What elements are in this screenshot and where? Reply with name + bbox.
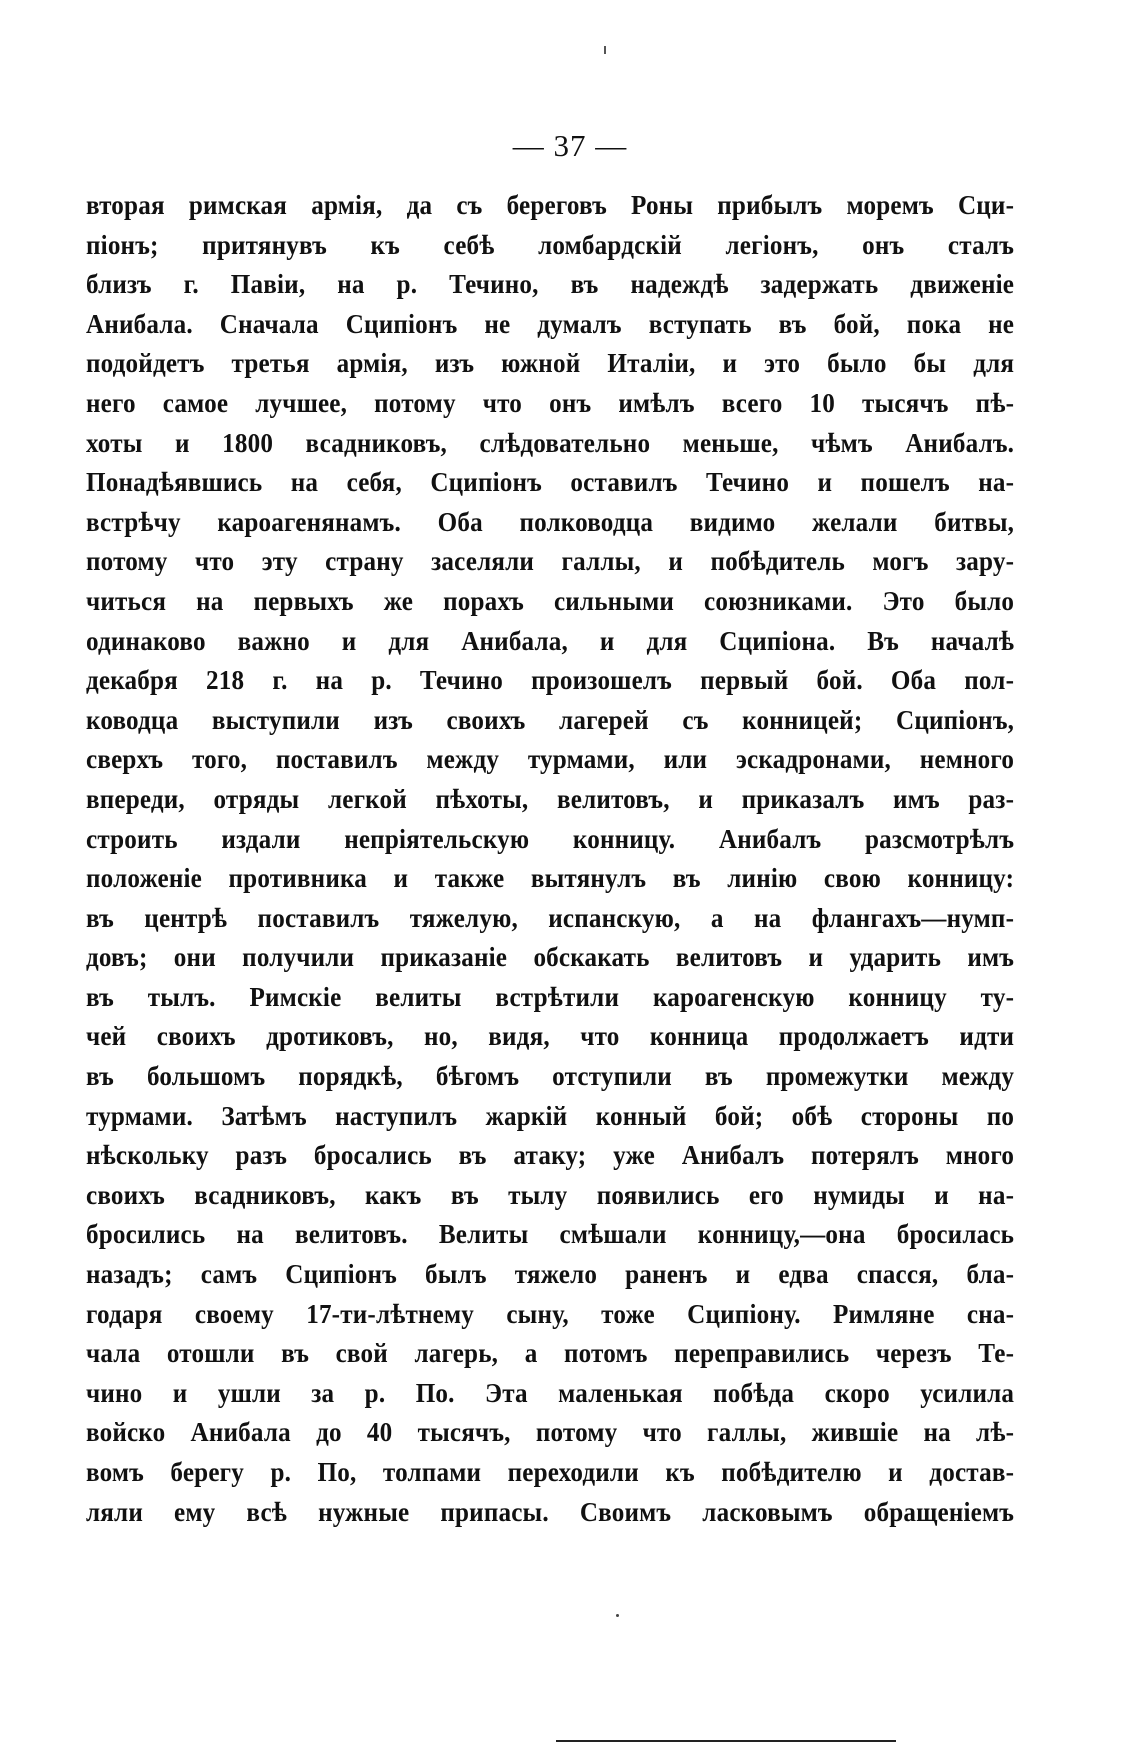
print-dot <box>616 1614 619 1617</box>
text-line: своихъ всадниковъ, какъ въ тылу появились его нумиды и на- <box>86 1179 1015 1210</box>
text-line: вторая римская армія, да съ береговъ Роны прибылъ моремъ Сци- <box>86 190 1015 220</box>
text-line: довъ; они получили приказаніе обскакать велитовъ и ударить имъ <box>86 942 1015 973</box>
page-number: — 37 — <box>512 128 628 163</box>
text-line: читься на первыхъ же порахъ сильными союзниками. Это было <box>86 585 1015 616</box>
text-line: чала отошли въ свой лагерь, а потомъ переправились черезъ Те- <box>86 1338 1015 1369</box>
text-line: близъ г. Павіи, на р. Течино, въ надеждѣ задержать движеніе <box>86 269 1015 300</box>
text-line: хоты и 1800 всадниковъ, слѣдовательно меньше, чѣмъ Анибалъ. <box>86 427 1015 458</box>
text-line: чино и ушли за р. По. Эта маленькая побѣда скоро усилила <box>86 1377 1015 1408</box>
text-line: него самое лучшее, потому что онъ имѣлъ всего 10 тысячъ пѣ- <box>86 387 1015 418</box>
text-line: потому что эту страну заселяли галлы, и побѣдитель могъ зару- <box>86 546 1015 577</box>
text-line: назадъ; самъ Сципіонъ былъ тяжело раненъ и едва спасся, бла- <box>86 1259 1015 1290</box>
text-line: годаря своему 17-ти-лѣтнему сыну, тоже Сципіону. Римляне сна- <box>86 1298 1015 1329</box>
bottom-rule <box>556 1740 896 1742</box>
text-line: бросились на велитовъ. Велиты смѣшали конницу,—она бросилась <box>86 1219 1015 1250</box>
text-line: Понадѣявшись на себя, Сципіонъ оставилъ Течино и пошелъ на- <box>86 467 1015 498</box>
body-text <box>86 186 1014 1532</box>
text-line: въ большомъ порядкѣ, бѣгомъ отступили въ промежутки между <box>86 1061 1015 1092</box>
text-line: турмами. Затѣмъ наступилъ жаркій конный бой; обѣ стороны по <box>86 1100 1015 1131</box>
text-line: строить издали непріятельскую конницу. Анибалъ разсмотрѣлъ <box>86 823 1015 854</box>
text-line: въ центрѣ поставилъ тяжелую, испанскую, а на флангахъ—нумп- <box>86 902 1015 933</box>
text-line: Анибала. Сначала Сципіонъ не думалъ вступать въ бой, пока не <box>86 308 1015 339</box>
text-line: впереди, отряды легкой пѣхоты, велитовъ, и приказалъ имъ раз- <box>86 783 1015 814</box>
text-line: войско Анибала до 40 тысячъ, потому что галлы, жившіе на лѣ- <box>86 1417 1015 1448</box>
print-speck <box>604 46 606 54</box>
text-line: сверхъ того, поставилъ между турмами, или эскадронами, немного <box>86 744 1015 775</box>
text-line: ководца выступили изъ своихъ лагерей съ конницей; Сципіонъ, <box>86 704 1015 735</box>
text-line: встрѣчу кароагенянамъ. Оба полководца видимо желали битвы, <box>86 506 1015 537</box>
text-line: чей своихъ дротиковъ, но, видя, что конница продолжаетъ идти <box>86 1021 1015 1052</box>
text-line: положеніе противника и также вытянулъ въ линію свою конницу: <box>86 863 1015 894</box>
text-line: вомъ берегу р. По, толпами переходили къ побѣдителю и достав- <box>86 1457 1015 1487</box>
text-line: ляли ему всѣ нужные припасы. Своимъ ласковымъ обращеніемъ <box>86 1496 1015 1527</box>
text-line: нѣскольку разъ бросались въ атаку; уже Анибалъ потерялъ много <box>86 1140 1015 1171</box>
text-line: піонъ; притянувъ къ себѣ ломбардскій легіонъ, онъ сталъ <box>86 229 1015 260</box>
text-line: одинаково важно и для Анибала, и для Сципіона. Въ началѣ <box>86 625 1015 656</box>
text-line: декабря 218 г. на р. Течино произошелъ первый бой. Оба пол- <box>86 665 1015 696</box>
text-line: подойдетъ третья армія, изъ южной Италіи, и это было бы для <box>86 348 1015 379</box>
text-line: въ тылъ. Римскіе велиты встрѣтили кароагенскую конницу ту- <box>86 981 1015 1012</box>
